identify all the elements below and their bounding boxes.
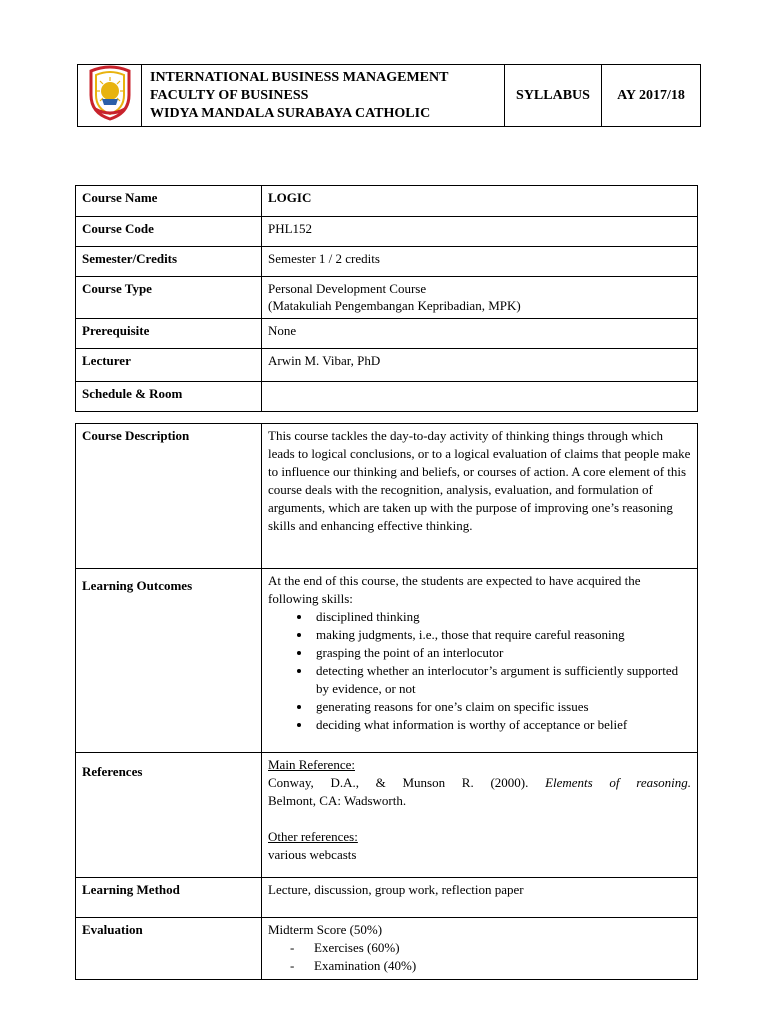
list-item: • generating reasons for one’s claim on specific issues [312,698,691,716]
info-label: Semester/Credits [76,247,262,277]
info-value: LOGIC [262,186,698,217]
info-row-lecturer [76,349,698,382]
info-row-course-type [76,277,698,319]
method-text: Lecture, discussion, group work, reflection paper [262,878,698,918]
references-cell [262,753,698,878]
method-label: Learning Method [76,878,262,918]
course-type-note: (Matakuliah Pengembangan Kepribadian, MPK) [268,298,521,313]
references-label-text: References [82,764,143,779]
row-course-description [76,424,698,569]
evaluation-label: Evaluation [76,918,262,980]
references-label [76,753,262,878]
info-row-course-code [76,217,698,247]
info-value: Semester 1 / 2 credits [262,247,698,277]
org-line-university: WIDYA MANDALA SURABAYA CATHOLIC [150,105,431,121]
outcomes-cell [262,569,698,753]
other-references-text: various webcasts [268,847,357,862]
course-details-table [75,423,698,980]
list-item: - Exercises (60%) [290,939,691,957]
org-line-faculty: FACULTY OF BUSINESS [150,87,309,103]
info-label: Course Code [76,217,262,247]
list-item: • grasping the point of an interlocutor [312,644,691,662]
main-reference-heading: Main Reference: [268,757,355,772]
list-item: • detecting whether an interlocutor’s argument is sufficiently supported by evidence, or not [312,662,691,698]
list-item: • deciding what information is worthy of acceptance or belief [312,716,691,734]
list-item: - Examination (40%) [290,957,691,975]
university-crest-icon [85,65,135,121]
info-label: Prerequisite [76,319,262,349]
info-label: Course Type [76,277,262,319]
info-value [262,382,698,412]
description-text: This course tackles the day-to-day activity of thinking things through which leads to logical conclusions, or to a logical evaluation of claims that people make to influence our thinking and beliefs, or courses of action. A core element of this course deals with the recognition, analysis, evaluation, and formulation of arguments, which are taken up with the purpose of improving one’s reasoning skills and enhancing effective thinking. [262,424,698,569]
evaluation-list [268,939,691,975]
main-reference-title: Elements of reasoning. [545,775,692,790]
outcomes-label [76,569,262,753]
info-row-prerequisite [76,319,698,349]
course-info-table [75,185,698,412]
outcomes-list [268,608,691,734]
midterm-score: Midterm Score (50%) [268,922,383,937]
header-table [77,64,701,127]
row-learning-method [76,878,698,918]
list-item: • disciplined thinking [312,608,691,626]
outcomes-label-text: Learning Outcomes [82,578,193,593]
row-learning-outcomes [76,569,698,753]
info-label: Lecturer [76,349,262,382]
info-label: Course Name [76,186,262,217]
row-references [76,753,698,878]
course-type-line: Personal Development Course [268,281,427,296]
info-value [262,277,698,319]
academic-year: AY 2017/18 [602,65,701,127]
organization-name [142,65,505,127]
info-value: PHL152 [262,217,698,247]
info-label: Schedule & Room [76,382,262,412]
info-row-schedule [76,382,698,412]
description-label: Course Description [76,424,262,569]
info-value: None [262,319,698,349]
main-reference-publisher: Belmont, CA: Wadsworth. [268,793,407,808]
row-evaluation [76,918,698,980]
org-line-program: INTERNATIONAL BUSINESS MANAGEMENT [150,69,449,85]
list-item: • making judgments, i.e., those that require careful reasoning [312,626,691,644]
document-type: SYLLABUS [505,65,602,127]
info-row-course-name [76,186,698,217]
evaluation-cell [262,918,698,980]
other-references-heading: Other references: [268,829,358,844]
info-value: Arwin M. Vibar, PhD [262,349,698,382]
main-reference-authors: Conway, D.A., & Munson R. (2000). [268,775,529,790]
logo-cell [78,65,142,127]
info-row-semester [76,247,698,277]
main-reference [268,774,691,792]
outcomes-intro: At the end of this course, the students are expected to have acquired the following skills: [268,573,641,606]
